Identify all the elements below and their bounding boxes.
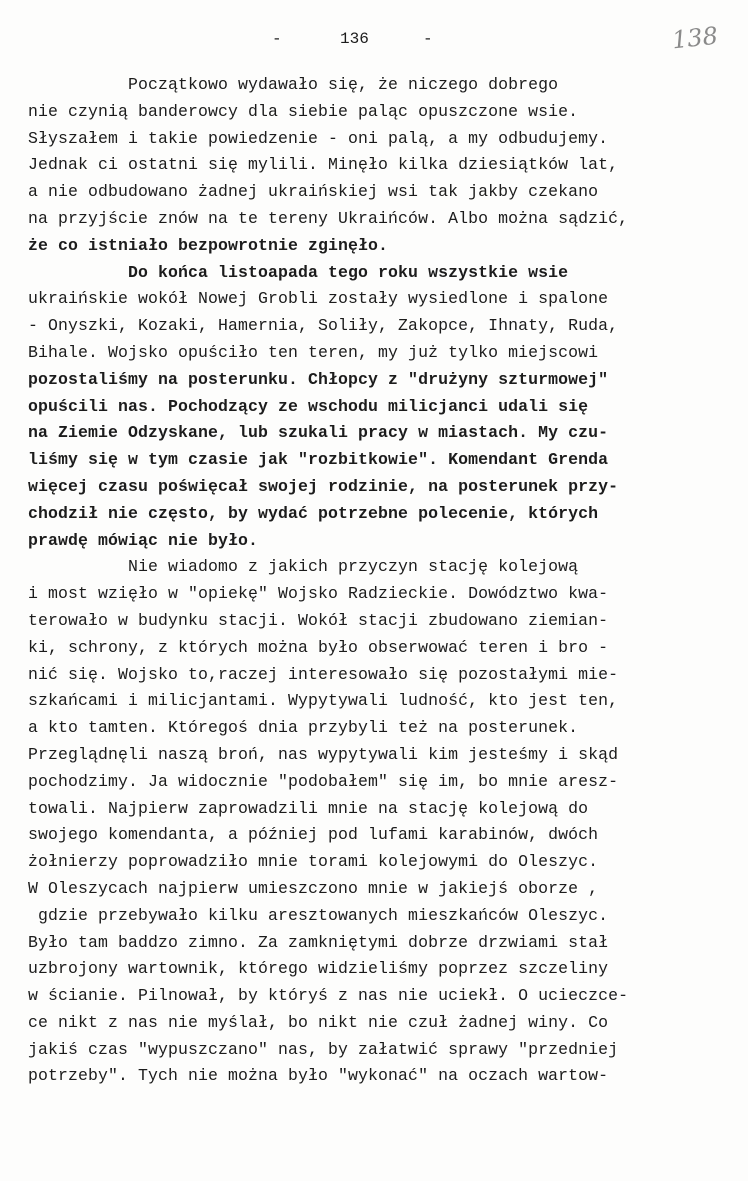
text-line: Nie wiadomo z jakich przyczyn stację kolejową [28, 557, 579, 577]
text-line: jakiś czas "wypuszczano" nas, by załatwić sprawy "przedniej [28, 1039, 619, 1059]
text-line: W Oleszycach najpierw umieszczono mnie w jakiejś oborze , [28, 878, 599, 898]
text-line: Bihale. Wojsko opuściło ten teren, my już tylko miejscowi [28, 342, 599, 362]
text-line: liśmy się w tym czasie jak "rozbitkowie". Komendant Grenda [28, 450, 609, 470]
text-line: nić się. Wojsko to,raczej interesowało się pozostałymi mie- [28, 664, 619, 684]
text-line: na Ziemie Odzyskane, lub szukali pracy w miastach. My czu- [28, 423, 609, 443]
text-line: żołnierzy poprowadziło mnie torami kolejowymi do Oleszyc. [28, 852, 599, 872]
text-line: a kto tamten. Któregoś dnia przybyli też na posterunek. [28, 718, 579, 738]
text-line: opuścili nas. Pochodzący ze wschodu milicjanci udali się [28, 396, 589, 416]
text-line: Do końca listoapada tego roku wszystkie wsie [28, 262, 569, 282]
handwritten-archive-number: 138 [670, 21, 720, 55]
text-line: Jednak ci ostatni się mylili. Minęło kilka dziesiątków lat, [28, 155, 619, 175]
text-line: swojego komendanta, a później pod lufami karabinów, dwóch [28, 825, 599, 845]
text-line: Było tam baddzo zimno. Za zamkniętymi dobrze drzwiami stał [28, 932, 609, 952]
text-line: więcej czasu poświęcał swojej rodzinie, na posterunek przy- [28, 476, 619, 496]
text-line: pozostaliśmy na posterunku. Chłopcy z "drużyny szturmowej" [28, 369, 609, 389]
document-body [28, 72, 728, 1090]
text-line: chodził nie często, by wydać potrzebne polecenie, których [28, 503, 599, 523]
text-line: ukraińskie wokół Nowej Grobli zostały wysiedlone i spalone [28, 289, 609, 309]
text-line: gdzie przebywało kilku aresztowanych mieszkańców Oleszyc. [28, 905, 609, 925]
text-line: że co istniało bezpowrotnie zginęło. [28, 235, 389, 255]
page-header [0, 28, 748, 52]
text-line: Słyszałem i takie powiedzenie - oni palą, a my odbudujemy. [28, 128, 609, 148]
text-line: w ścianie. Pilnował, by któryś z nas nie uciekł. O ucieczce- [28, 986, 629, 1006]
text-line: na przyjście znów na te tereny Ukraińców. Albo można sądzić, [28, 208, 629, 228]
text-line: szkańcami i milicjantami. Wypytywali ludność, kto jest ten, [28, 691, 619, 711]
text-line: prawdę mówiąc nie było. [28, 530, 259, 550]
text-line: Początkowo wydawało się, że niczego dobrego [28, 75, 559, 94]
text-line: nie czynią banderowcy dla siebie paląc opuszczone wsie. [28, 101, 579, 121]
text-line: a nie odbudowano żadnej ukraińskiej wsi tak jakby czekano [28, 182, 599, 202]
text-line: - Onyszki, Kozaki, Hamernia, Soliły, Zakopce, Ihnaty, Ruda, [28, 316, 619, 336]
text-line: pochodzimy. Ja widocznie "podobałem" się im, bo mnie aresz- [28, 771, 619, 791]
page-number: 136 [340, 30, 369, 48]
text-line: i most wzięło w "opiekę" Wojsko Radzieckie. Dowództwo kwa- [28, 584, 609, 604]
text-line: towali. Najpierw zaprowadzili mnie na stację kolejową do [28, 798, 589, 818]
text-line: Przeglądnęli naszą broń, nas wypytywali kim jesteśmy i skąd [28, 744, 619, 764]
header-dash-left: - [272, 30, 282, 48]
text-line: uzbrojony wartownik, którego widzieliśmy poprzez szczeliny [28, 959, 609, 979]
text-line: ce nikt z nas nie myślał, bo nikt nie czuł żadnej winy. Co [28, 1012, 609, 1032]
header-dash-right: - [423, 30, 433, 48]
text-line: terowało w budynku stacji. Wokół stacji zbudowano ziemian- [28, 610, 609, 630]
text-line: potrzeby". Tych nie można było "wykonać" na oczach wartow- [28, 1066, 609, 1086]
text-line: ki, schrony, z których można było obserwować teren i bro - [28, 637, 609, 657]
